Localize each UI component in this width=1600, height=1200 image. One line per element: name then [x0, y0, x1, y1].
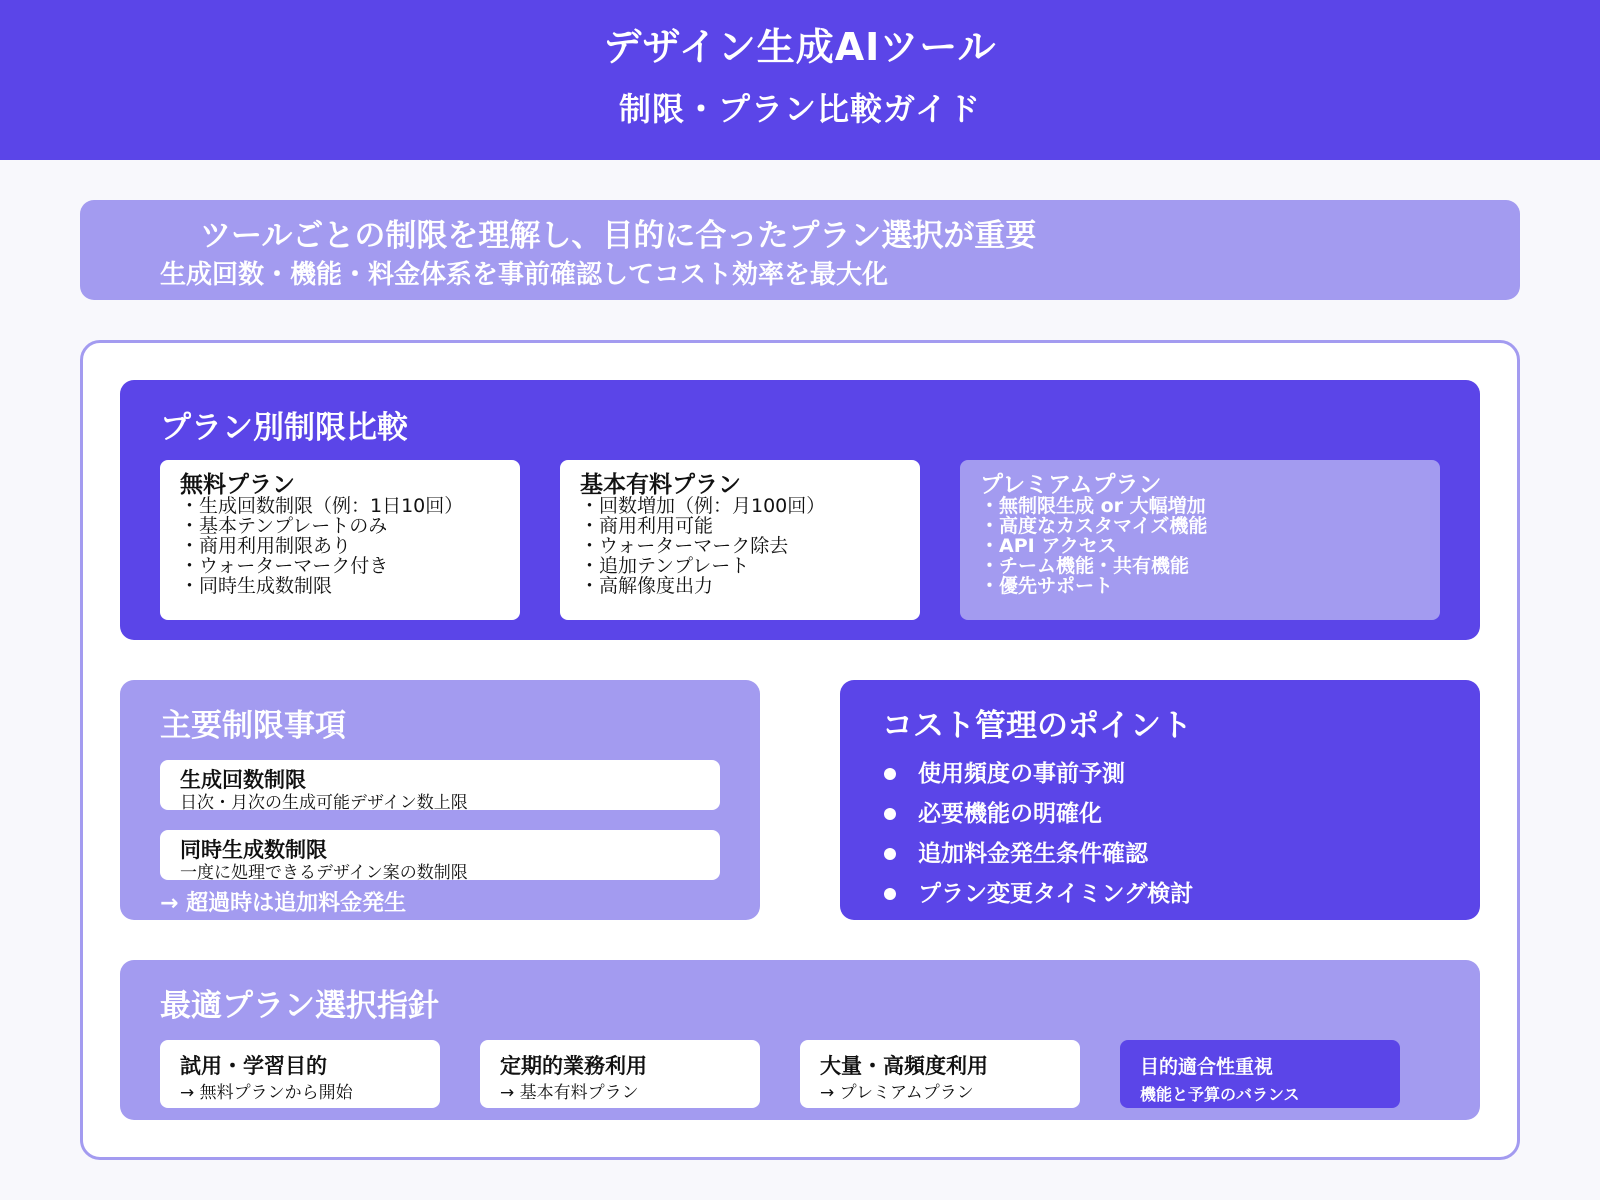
guide-card-title: 目的適合性重視: [1140, 1056, 1274, 1078]
cost-management-panel: [840, 680, 1480, 920]
list-item: ・ウォーターマーク付き: [180, 555, 389, 577]
premium-plan-list: [980, 496, 1207, 596]
generation-limit-title: 生成回数制限: [180, 768, 306, 792]
list-item: [860, 874, 1193, 914]
concurrent-limit-title: 同時生成数制限: [180, 838, 327, 862]
plan-guide-panel: [120, 960, 1480, 1120]
list-item: ・追加テンプレート: [580, 555, 750, 577]
overage-note: → 超過時は追加料金発生: [160, 891, 407, 916]
guide-card-heavy: [800, 1040, 1080, 1108]
list-item: ・高度なカスタマイズ機能: [980, 515, 1208, 537]
guide-card-regular: [480, 1040, 760, 1108]
list-item: ・チーム機能・共有機能: [980, 555, 1190, 577]
cost-management-title: コスト管理のポイント: [882, 708, 1192, 744]
guide-card-trial: [160, 1040, 440, 1108]
bullet-icon: [884, 768, 896, 780]
list-item: ・基本テンプレートのみ: [180, 515, 388, 537]
list-item: ・商用利用制限あり: [180, 535, 352, 557]
basic-plan-title: 基本有料プラン: [580, 472, 741, 498]
guide-card-title: 大量・高頻度利用: [820, 1054, 988, 1078]
plan-comparison-panel: [120, 380, 1480, 640]
free-plan-card: [160, 460, 520, 620]
generation-limit-card: [160, 760, 720, 813]
list-item: ・API アクセス: [980, 535, 1117, 557]
guide-card-desc: 機能と予算のバランス: [1140, 1085, 1300, 1104]
cost-point-label: 使用頻度の事前予測: [918, 761, 1125, 787]
list-item: [860, 794, 1193, 834]
generation-limit-desc: 日次・月次の生成可能デザイン数上限: [180, 793, 468, 813]
list-item: ・同時生成数制限: [180, 575, 333, 597]
free-plan-list: [180, 496, 463, 596]
basic-plan-list: [580, 496, 825, 596]
key-limits-title: 主要制限事項: [160, 708, 346, 744]
list-item: ・商用利用可能: [580, 515, 714, 537]
basic-plan-card: [560, 460, 920, 620]
summary-banner: [80, 200, 1520, 300]
page-header: [0, 0, 1600, 160]
list-item: [860, 834, 1193, 874]
banner-line-1: ツールごとの制限を理解し、目的に合ったプラン選択が重要: [200, 218, 1037, 254]
bullet-icon: [884, 808, 896, 820]
cost-points-list: [860, 754, 1193, 914]
concurrent-limit-desc: 一度に処理できるデザイン案の数制限: [180, 863, 468, 883]
bullet-icon: [884, 848, 896, 860]
premium-plan-title: プレミアムプラン: [980, 472, 1162, 498]
cost-point-label: 必要機能の明確化: [918, 801, 1102, 827]
guide-card-title: 試用・学習目的: [180, 1054, 327, 1078]
list-item: ・高解像度出力: [580, 575, 714, 597]
premium-plan-card: [960, 460, 1440, 620]
guide-card-desc: → プレミアムプラン: [820, 1083, 974, 1103]
page-subtitle: 制限・プラン比較ガイド: [618, 90, 982, 128]
list-item: [860, 754, 1193, 794]
list-item: ・無制限生成 or 大幅増加: [980, 495, 1206, 517]
plan-comparison-title: プラン別制限比較: [160, 410, 408, 446]
banner-line-2: 生成回数・機能・料金体系を事前確認してコスト効率を最大化: [160, 260, 889, 290]
guide-card-fit: [1120, 1040, 1400, 1108]
key-limits-panel: [120, 680, 760, 920]
list-item: ・優先サポート: [980, 575, 1114, 597]
plan-guide-title: 最適プラン選択指針: [160, 988, 439, 1024]
list-item: ・回数増加（例：月100回）: [580, 495, 826, 517]
page-title: デザイン生成AIツール: [603, 25, 997, 69]
cost-point-label: 追加料金発生条件確認: [918, 841, 1148, 867]
guide-card-title: 定期的業務利用: [500, 1054, 647, 1078]
cost-point-label: プラン変更タイミング検討: [918, 881, 1194, 907]
bullet-icon: [884, 888, 896, 900]
list-item: ・ウォーターマーク除去: [580, 535, 789, 557]
guide-card-desc: → 無料プランから開始: [180, 1083, 353, 1103]
free-plan-title: 無料プラン: [180, 472, 295, 498]
list-item: ・生成回数制限（例：1日10回）: [180, 495, 464, 517]
concurrent-limit-card: [160, 830, 720, 883]
guide-card-desc: → 基本有料プラン: [500, 1083, 639, 1103]
